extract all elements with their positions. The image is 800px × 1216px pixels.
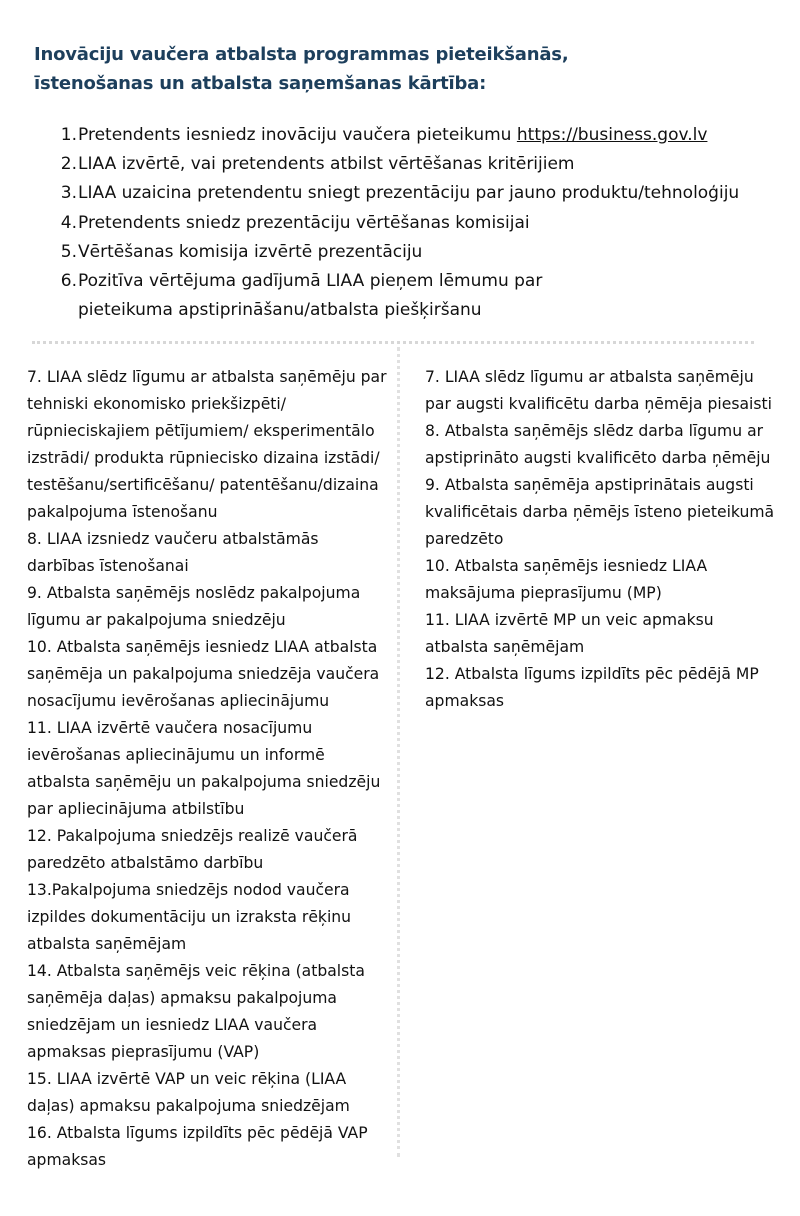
list-item: 9. Atbalsta saņēmēja apstiprinātais augsti kvalificētais darba ņēmējs īsteno pieteikumā paredzēto [425,476,775,548]
page-title-line-2: īstenošanas un atbalsta saņemšanas kārtība: [34,73,487,94]
list-item: 12. Pakalpojuma sniedzējs realizē vaučerā paredzēto atbalstāmo darbību [27,827,358,872]
list-item: 12. Atbalsta līgums izpildīts pēc pēdējā MP apmaksas [425,665,759,710]
step-number: 6. [60,271,77,292]
step-item [30,267,770,325]
horizontal-dotted-divider [32,341,754,344]
step-number: 1. [60,125,77,145]
list-item: 8. Atbalsta saņēmējs slēdz darba līgumu ar apstiprināto augsti kvalificēto darba ņēmēju [425,422,771,467]
step-text [77,121,707,150]
business-gov-link[interactable]: https://business.gov.lv [516,125,708,145]
page-title-line-1: Inovāciju vaučera atbalsta programmas pieteikšanās, [34,44,569,65]
list-item: 10. Atbalsta saņēmējs iesniedz LIAA atbalsta saņēmēja un pakalpojuma sniedzēja vaučera nosacījumu ievērošanas apliecinājumu [27,638,380,710]
step-item [30,238,770,267]
list-item: 7. LIAA slēdz līgumu ar atbalsta saņēmēju par augsti kvalificētu darba ņēmēja piesaisti [425,368,772,413]
list-item: 13.Pakalpojuma sniedzējs nodod vaučera izpildes dokumentāciju un izraksta rēķinu atbalsta saņēmējam [27,881,352,953]
step-number: 2. [60,154,77,175]
numbered-steps-list [30,121,770,325]
step-item [30,209,770,238]
step-number: 4. [60,212,77,233]
list-item: 7. LIAA slēdz līgumu ar atbalsta saņēmēju par tehniski ekonomisko priekšizpēti/ rūpnieciskajiem pētījumiem/ eksperimentālo izstrādi/ produkta rūpniecisko dizaina izstādi/ testēšanu/sertificēšanu/ patentēšanu/dizaina pakalpojuma īstenošanu [27,368,387,521]
step-text: LIAA izvērtē, vai pretendents atbilst vērtēšanas kritērijiem [78,154,575,175]
right-column-steps [425,364,775,715]
list-item: 11. LIAA izvērtē vaučera nosacījumu ievērošanas apliecinājumu un informē atbalsta saņēmēju un pakalpojuma sniedzēju par apliecinājuma atbilstību [27,719,381,818]
step-text-main: Pretendents iesniedz inovāciju vaučera pieteikumu [78,125,517,145]
page-title [34,40,754,98]
list-item: 15. LIAA izvērtē VAP un veic rēķina (LIAA daļas) apmaksu pakalpojuma sniedzējam [27,1070,350,1115]
step-item [30,121,770,150]
list-item: 11. LIAA izvērtē MP un veic apmaksu atbalsta saņēmējam [425,611,714,656]
list-item: 8. LIAA izsniedz vaučeru atbalstāmās darbības īstenošanai [27,530,319,575]
vertical-dotted-divider [397,347,400,1157]
step-text: LIAA uzaicina pretendentu sniegt prezentāciju par jauno produktu/tehnoloģiju [78,183,740,204]
left-column-steps [27,364,389,1174]
list-item: 14. Atbalsta saņēmējs veic rēķina (atbalsta saņēmēja daļas) apmaksu pakalpojuma sniedzējam un iesniedz LIAA vaučera apmaksas pieprasījumu (VAP) [27,962,365,1061]
step-text: Vērtēšanas komisija izvērtē prezentāciju [78,241,423,262]
step-number: 3. [60,183,77,204]
step-item [30,179,770,208]
step-text: Pretendents sniedz prezentāciju vērtēšanas komisijai [78,212,530,233]
list-item: 16. Atbalsta līgums izpildīts pēc pēdējā VAP apmaksas [27,1124,368,1169]
step-number: 5. [60,241,77,262]
list-item: 10. Atbalsta saņēmējs iesniedz LIAA maksājuma pieprasījumu (MP) [425,557,708,602]
step-text: Pozitīva vērtējuma gadījumā LIAA pieņem lēmumu par pieteikuma apstiprināšanu/atbalsta piešķiršanu [78,271,543,321]
step-item [30,150,770,179]
list-item: 9. Atbalsta saņēmējs noslēdz pakalpojuma līgumu ar pakalpojuma sniedzēju [27,584,361,629]
